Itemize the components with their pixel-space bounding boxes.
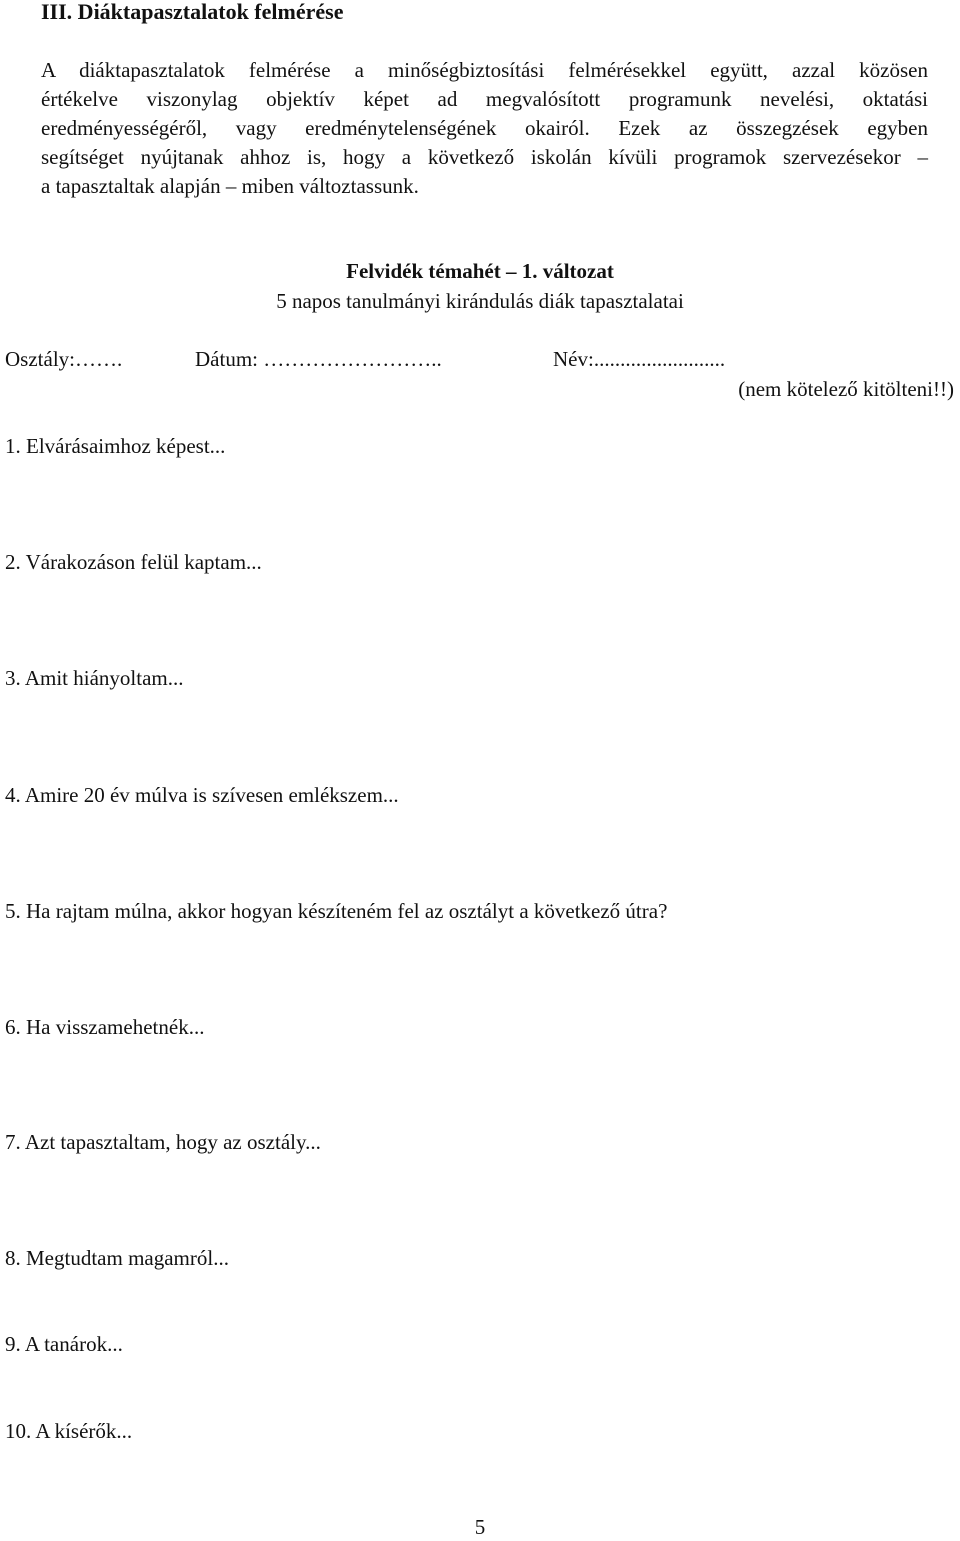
form-subtitle: 5 napos tanulmányi kirándulás diák tapasztalatai xyxy=(276,289,684,313)
question-item: 2. Várakozáson felül kaptam... xyxy=(5,550,262,574)
question-item: 6. Ha visszamehetnék... xyxy=(5,1015,205,1039)
intro-line: eredményességéről, vagy eredménytelenségének okairól. Ezek az összegzések egyben xyxy=(41,116,928,140)
question-item: 7. Azt tapasztaltam, hogy az osztály... xyxy=(5,1130,321,1154)
question-item: 9. A tanárok... xyxy=(5,1332,123,1356)
class-field-label: Osztály:……. xyxy=(5,347,123,371)
question-item: 3. Amit hiányoltam... xyxy=(5,666,184,690)
question-item: 10. A kísérők... xyxy=(5,1419,133,1443)
question-item: 8. Megtudtam magamról... xyxy=(5,1246,229,1270)
intro-line: segítséget nyújtanak ahhoz is, hogy a következő iskolán kívüli programok szervezésekor – xyxy=(41,145,928,169)
date-field-label: Dátum: …………………….. xyxy=(195,347,442,371)
section-heading: III. Diáktapasztalatok felmérése xyxy=(41,0,344,24)
intro-line: A diáktapasztalatok felmérése a minőségbiztosítási felmérésekkel együtt, azzal közösen xyxy=(41,58,928,82)
intro-line: a tapasztaltak alapján – miben változtassunk. xyxy=(41,174,419,198)
question-item: 4. Amire 20 év múlva is szívesen emlékszem... xyxy=(5,783,399,807)
name-field-note: (nem kötelező kitölteni!!) xyxy=(738,377,954,401)
name-field-label: Név:......................... xyxy=(553,347,726,371)
intro-paragraph xyxy=(41,56,928,201)
page-number: 5 xyxy=(474,1515,486,1539)
question-item: 1. Elvárásaimhoz képest... xyxy=(5,434,226,458)
form-title: Felvidék témahét – 1. változat xyxy=(346,259,614,283)
intro-line: értékelve viszonylag objektív képet ad megvalósított programunk nevelési, oktatási xyxy=(41,87,928,111)
question-item: 5. Ha rajtam múlna, akkor hogyan készíteném fel az osztályt a következő útra? xyxy=(5,899,668,923)
